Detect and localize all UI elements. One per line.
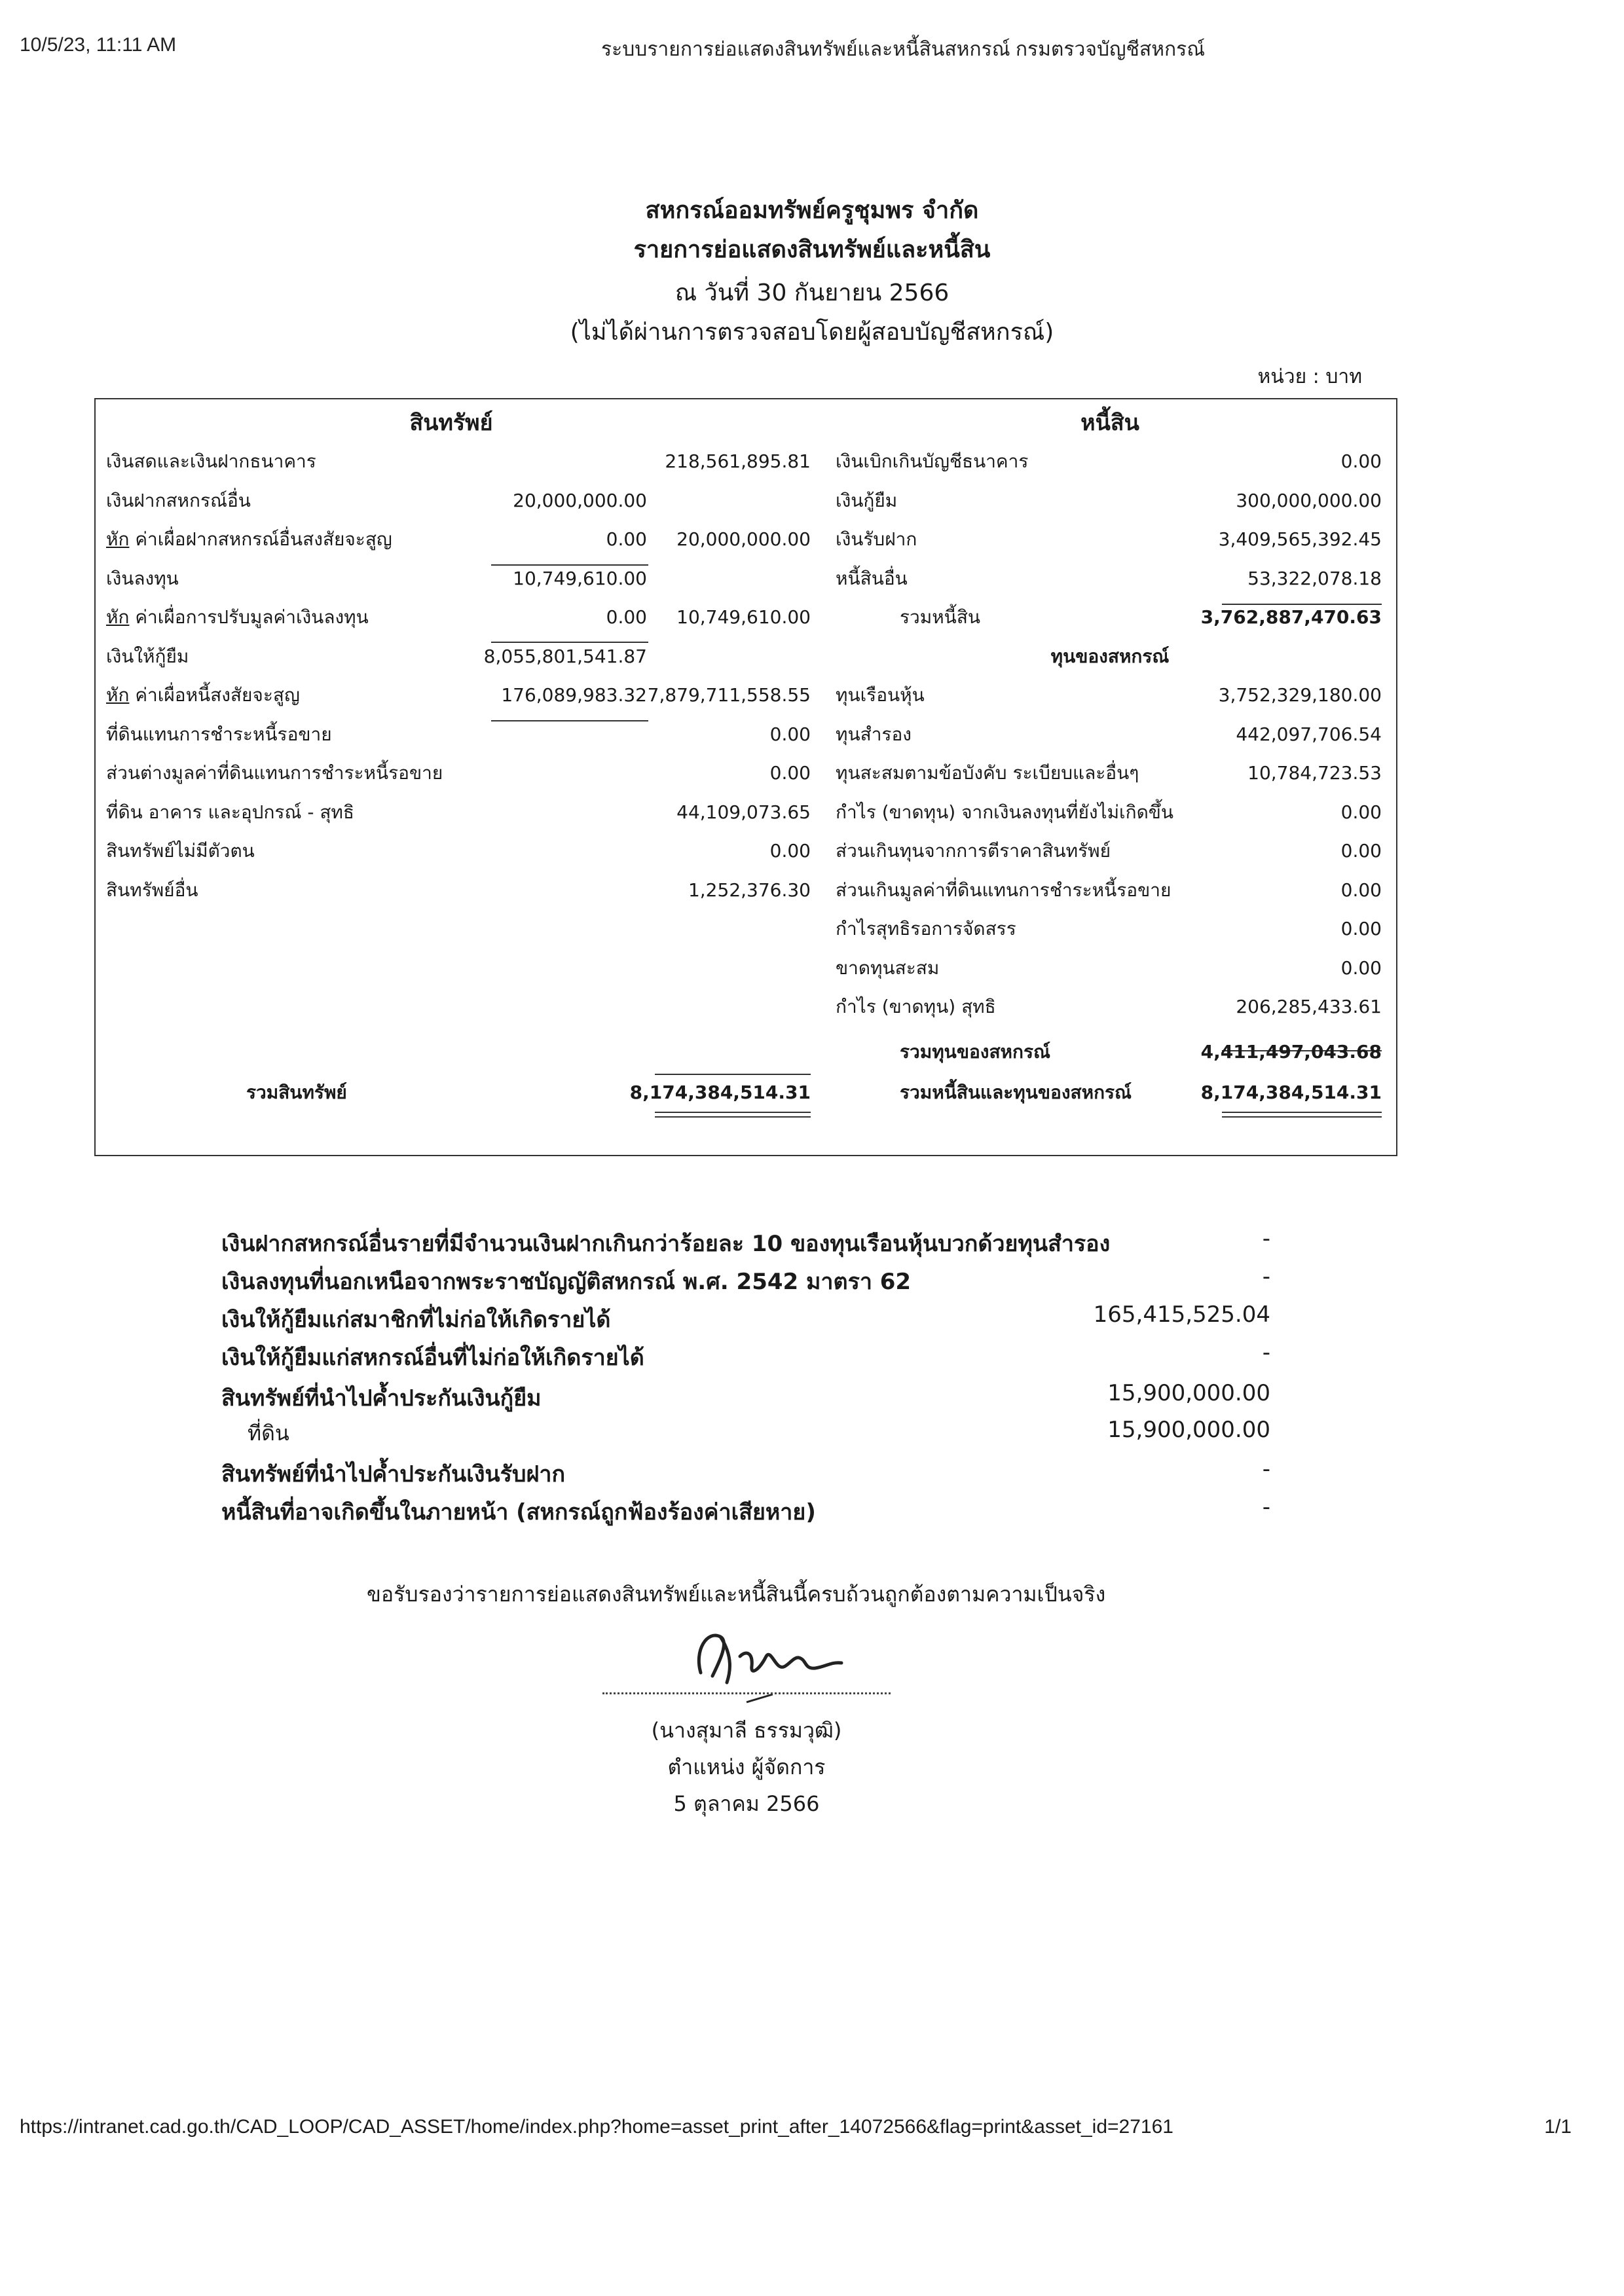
asset-label-text: เงินให้กู้ยืม <box>106 645 189 667</box>
asset-row-label <box>106 684 300 706</box>
asset-label-text: สินทรัพย์ไม่มีตัวตน <box>106 840 255 862</box>
liabilities-total-value: 3,762,887,470.63 <box>1200 606 1382 628</box>
asset-row-label <box>106 840 255 862</box>
rule-line <box>491 720 648 721</box>
certification-statement: ขอรับรองว่ารายการย่อแสดงสินทรัพย์และหนี้สินนี้ครบถ้วนถูกต้องตามความเป็นจริง <box>367 1582 1106 1607</box>
asset-row-label <box>106 528 392 551</box>
note-value: 165,415,525.04 <box>1093 1302 1270 1328</box>
equity-row-label: ส่วนเกินทุนจากการตีราคาสินทรัพย์ <box>836 840 1111 862</box>
liability-row-value: 300,000,000.00 <box>1236 489 1382 511</box>
liability-row-value: 3,409,565,392.45 <box>1218 528 1382 550</box>
system-title: ระบบรายการย่อแสดงสินทรัพย์และหนี้สินสหกรณ์ กรมตรวจบัญชีสหกรณ์ <box>601 39 1206 60</box>
asset-net-value: 0.00 <box>769 762 811 784</box>
equity-row-value: 0.00 <box>1340 840 1382 862</box>
total-assets-label: รวมสินทรัพย์ <box>246 1082 347 1103</box>
rule-line <box>1222 1112 1382 1113</box>
equity-row-label: ทุนเรือนหุ้น <box>836 684 925 706</box>
equity-row-label: ทุนสำรอง <box>836 723 912 745</box>
equity-total-label: รวมทุนของสหกรณ์ <box>900 1041 1050 1063</box>
asset-label-text: ที่ดินแทนการชำระหนี้รอขาย <box>106 723 332 745</box>
asset-row-label <box>106 762 443 784</box>
rule-line <box>1222 604 1382 605</box>
equity-row-label: กำไร (ขาดทุน) สุทธิ <box>836 996 996 1017</box>
signer-position: ตำแหน่ง ผู้จัดการ <box>667 1755 826 1779</box>
print-datetime: 10/5/23, 11:11 AM <box>20 34 177 56</box>
note-label: เงินฝากสหกรณ์อื่นรายที่มีจำนวนเงินฝากเกินกว่าร้อยละ 10 ของทุนเรือนหุ้นบวกด้วยทุนสำรอง <box>221 1231 1111 1257</box>
asset-label-text: ค่าเผื่อฝากสหกรณ์อื่นสงสัยจะสูญ <box>135 528 392 550</box>
deduct-word: หัก <box>106 684 130 706</box>
unit-label: หน่วย : บาท <box>1257 365 1362 388</box>
deduct-word: หัก <box>106 606 130 628</box>
asset-gross-value: 0.00 <box>606 528 647 550</box>
equity-row-value: 206,285,433.61 <box>1236 996 1382 1017</box>
note-label: เงินลงทุนที่นอกเหนือจากพระราชบัญญัติสหกรณ์ พ.ศ. 2542 มาตรา 62 <box>221 1269 912 1295</box>
rule-line <box>1222 1116 1382 1118</box>
org-name: สหกรณ์ออมทรัพย์ครูชุมพร จำกัด <box>645 197 979 224</box>
equity-row-value: 0.00 <box>1340 957 1382 979</box>
asset-row-label <box>106 450 316 473</box>
asset-label-text: ส่วนต่างมูลค่าที่ดินแทนการชำระหนี้รอขาย <box>106 762 443 784</box>
print-url: https://intranet.cad.go.th/CAD_LOOP/CAD_ASSET/home/index.php?home=asset_print_after_14072566&flag=print&asset_id=27161 <box>20 2116 1173 2138</box>
note-label: ที่ดิน <box>248 1421 289 1446</box>
liabilities-heading: หนี้สิน <box>1080 410 1139 436</box>
asset-label-text: เงินฝากสหกรณ์อื่น <box>106 489 251 511</box>
asset-label-text: ค่าเผื่อการปรับมูลค่าเงินลงทุน <box>135 606 369 628</box>
asset-label-text: ที่ดิน อาคาร และอุปกรณ์ - สุทธิ <box>106 801 354 823</box>
asset-gross-value: 10,749,610.00 <box>513 567 647 589</box>
rule-line <box>655 1112 811 1113</box>
asset-gross-value: 20,000,000.00 <box>513 489 647 511</box>
liabilities-total-label: รวมหนี้สิน <box>900 606 981 628</box>
note-value: - <box>1262 1456 1270 1482</box>
asset-label-text: ค่าเผื่อหนี้สงสัยจะสูญ <box>135 684 300 706</box>
asset-gross-value: 0.00 <box>606 606 647 628</box>
total-assets-value: 8,174,384,514.31 <box>629 1082 811 1103</box>
liability-row-label: หนี้สินอื่น <box>836 567 908 589</box>
asset-label-text: เงินลงทุน <box>106 567 179 589</box>
equity-row-value: 0.00 <box>1340 918 1382 939</box>
asset-net-value: 0.00 <box>769 723 811 745</box>
rule-line <box>491 642 648 643</box>
note-label: สินทรัพย์ที่นำไปค้ำประกันเงินรับฝาก <box>221 1461 566 1487</box>
grand-total-value: 8,174,384,514.31 <box>1200 1082 1382 1103</box>
equity-heading: ทุนของสหกรณ์ <box>1050 645 1170 667</box>
equity-row-value: 0.00 <box>1340 801 1382 823</box>
deduct-word: หัก <box>106 528 130 550</box>
assets-heading: สินทรัพย์ <box>409 410 493 436</box>
asset-net-value: 20,000,000.00 <box>676 528 811 550</box>
note-value: - <box>1262 1339 1270 1366</box>
asset-row-label <box>106 801 354 824</box>
rule-line <box>655 1074 811 1075</box>
liability-row-value: 0.00 <box>1340 450 1382 472</box>
asset-row-label <box>106 879 198 902</box>
note-label: เงินให้กู้ยืมแก่สหกรณ์อื่นที่ไม่ก่อให้เกิดรายได้ <box>221 1345 644 1371</box>
grand-total-label: รวมหนี้สินและทุนของสหกรณ์ <box>900 1082 1132 1103</box>
asset-net-value: 1,252,376.30 <box>688 879 811 901</box>
asset-label-text: สินทรัพย์อื่น <box>106 879 198 901</box>
asset-row-label <box>106 723 332 746</box>
asset-row-label <box>106 490 251 512</box>
signature-line <box>602 1692 891 1694</box>
signing-date: 5 ตุลาคม 2566 <box>673 1791 820 1816</box>
equity-row-value: 3,752,329,180.00 <box>1218 684 1382 706</box>
asset-net-value: 44,109,073.65 <box>676 801 811 823</box>
rule-line <box>655 1116 811 1118</box>
page-number: 1/1 <box>1544 2116 1572 2138</box>
asset-net-value: 0.00 <box>769 840 811 862</box>
asset-label-text: เงินสดและเงินฝากธนาคาร <box>106 450 316 472</box>
asset-row-label <box>106 568 179 590</box>
note-value: 15,900,000.00 <box>1107 1380 1270 1406</box>
liability-row-label: เงินเบิกเกินบัญชีธนาคาร <box>836 450 1029 472</box>
report-title: รายการย่อแสดงสินทรัพย์และหนี้สิน <box>633 236 991 263</box>
equity-total-value: 4,411,497,043.68 <box>1200 1041 1382 1063</box>
equity-row-label: ทุนสะสมตามข้อบังคับ ระเบียบและอื่นๆ <box>836 762 1139 784</box>
equity-row-value: 10,784,723.53 <box>1247 762 1382 784</box>
note-value: 15,900,000.00 <box>1107 1417 1270 1443</box>
note-value: - <box>1262 1494 1270 1520</box>
liability-row-value: 53,322,078.18 <box>1247 567 1382 589</box>
liability-row-label: เงินกู้ยืม <box>836 489 898 511</box>
signer-name: (นางสุมาลี ธรรมวุฒิ) <box>651 1718 842 1743</box>
audit-note: (ไม่ได้ผ่านการตรวจสอบโดยผู้สอบบัญชีสหกรณ์) <box>570 319 1054 346</box>
equity-row-value: 0.00 <box>1340 879 1382 901</box>
equity-row-value: 442,097,706.54 <box>1236 723 1382 745</box>
rule-line <box>491 564 648 566</box>
note-label: เงินให้กู้ยืมแก่สมาชิกที่ไม่ก่อให้เกิดรายได้ <box>221 1307 611 1333</box>
asset-gross-value: 8,055,801,541.87 <box>483 645 647 667</box>
liability-row-label: เงินรับฝาก <box>836 528 917 550</box>
equity-row-label: กำไร (ขาดทุน) จากเงินลงทุนที่ยังไม่เกิดขึ้น <box>836 801 1174 823</box>
asset-net-value: 10,749,610.00 <box>676 606 811 628</box>
as-of-date: ณ วันที่ 30 กันยายน 2566 <box>674 280 950 306</box>
equity-row-label: ส่วนเกินมูลค่าที่ดินแทนการชำระหนี้รอขาย <box>836 879 1172 901</box>
asset-net-value: 218,561,895.81 <box>665 450 811 472</box>
note-value: - <box>1262 1264 1270 1290</box>
equity-row-label: กำไรสุทธิรอการจัดสรร <box>836 918 1016 939</box>
asset-row-label <box>106 646 189 668</box>
note-label: หนี้สินที่อาจเกิดขึ้นในภายหน้า (สหกรณ์ถูกฟ้องร้องค่าเสียหาย) <box>221 1499 816 1525</box>
equity-row-label: ขาดทุนสะสม <box>836 957 940 979</box>
note-value: - <box>1262 1226 1270 1252</box>
note-label: สินทรัพย์ที่นำไปค้ำประกันเงินกู้ยืม <box>221 1385 542 1412</box>
asset-row-label <box>106 606 369 629</box>
asset-gross-value: 176,089,983.32 <box>501 684 647 706</box>
asset-net-value: 7,879,711,558.55 <box>647 684 811 706</box>
